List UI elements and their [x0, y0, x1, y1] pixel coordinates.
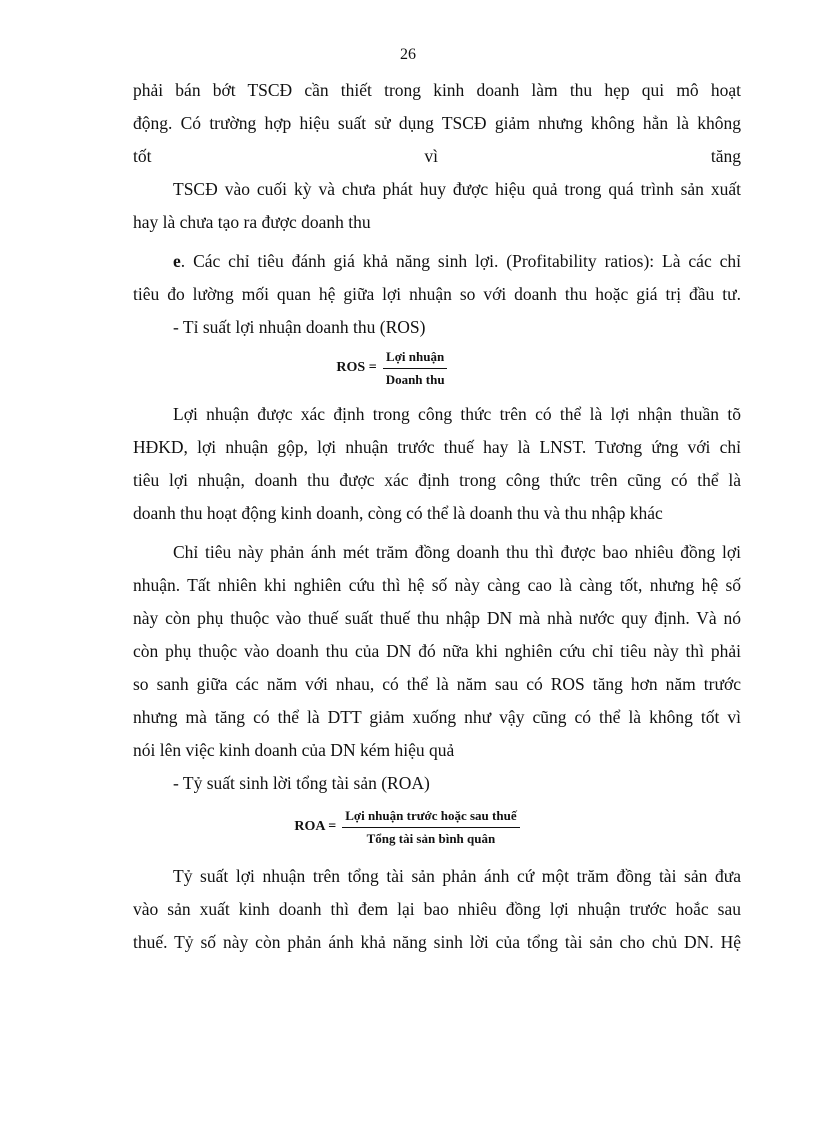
- text-line: còn phụ thuộc vào doanh thu của DN đó nữa khi nghiên cứu chỉ tiêu này thì phải: [133, 641, 741, 661]
- text-word: tăng: [710, 146, 741, 166]
- roa-heading: - Tỷ suất sinh lời tổng tài sản (ROA): [173, 773, 430, 793]
- text-line: doanh thu hoạt động kinh doanh, còng có thể là doanh thu và thu nhập khác: [133, 503, 663, 523]
- text-line: thuế. Tỷ số này còn phản ánh khả năng sinh lời của tổng tài sản cho chủ DN. Hệ: [133, 932, 741, 952]
- section-letter: e: [173, 251, 181, 271]
- section-heading-line: [133, 245, 741, 278]
- text-line: vào sản xuất kinh doanh thì đem lại bao nhiêu đồng lợi nhuận trước hoắc sau: [133, 899, 741, 919]
- ros-formula: [43, 344, 741, 392]
- text-line: nhưng mà tăng có thể là DTT giảm xuống như vậy cũng có thể là không tốt vì: [133, 707, 741, 727]
- ros-lhs: ROS =: [336, 360, 377, 375]
- page-number: 26: [400, 46, 416, 63]
- ros-denominator: Doanh thu: [385, 371, 445, 387]
- text-line: phải bán bớt TSCĐ cần thiết trong kinh doanh làm thu hẹp qui mô hoạt: [133, 80, 741, 100]
- text-line: hay là chưa tạo ra được doanh thu: [133, 212, 371, 232]
- text-line: TSCĐ vào cuối kỳ và chưa phát huy được hiệu quả trong quá trình sản xuất: [173, 179, 741, 199]
- text-word: tốt: [133, 146, 152, 166]
- roa-fraction: [342, 808, 519, 847]
- text-line: so sanh giữa các năm với nhau, có thể là năm sau có ROS tăng hơn năm trước: [133, 674, 741, 694]
- text-line: nói lên việc kinh doanh của DN kém hiệu quả: [133, 740, 455, 760]
- ros-fraction: [383, 349, 448, 388]
- text-line: nhuận. Tất nhiên khi nghiên cứu thì hệ số này càng cao là càng tốt, nhưng hệ số: [133, 575, 741, 595]
- roa-numerator: Lợi nhuận trước hoặc sau thuế: [342, 808, 519, 828]
- text-line: HĐKD, lợi nhuận gộp, lợi nhuận trước thuế hay là LNST. Tương ứng với chỉ: [133, 437, 741, 457]
- roa-lhs: ROA =: [294, 819, 337, 834]
- roa-formula: [73, 800, 741, 854]
- text-line: tiêu lợi nhuận, doanh thu được xác định trong công thức trên cũng có thể là: [133, 470, 741, 490]
- ros-numerator: Lợi nhuận: [383, 349, 447, 369]
- text-word: vì: [424, 146, 438, 166]
- section-heading-text: . Các chỉ tiêu đánh giá khả năng sinh lợi. (Profitability ratios): Là các chỉ: [180, 251, 741, 271]
- text-line: động. Có trường hợp hiệu suất sử dụng TSCĐ giảm nhưng không hẳn là không: [133, 113, 741, 133]
- text-line: Lợi nhuận được xác định trong công thức trên có thể là lợi nhận thuần tõ: [173, 404, 741, 424]
- text-line: này còn phụ thuộc vào thuế suất thuế thu nhập DN mà nhà nước quy định. Và nó: [133, 608, 741, 628]
- text-line: Chỉ tiêu này phản ánh mét trăm đồng doanh thu thì được bao nhiêu đồng lợi: [173, 542, 741, 562]
- ros-heading: - Tỉ suất lợi nhuận doanh thu (ROS): [173, 317, 426, 337]
- text-line-spread: [133, 140, 741, 173]
- text-line: Tỷ suất lợi nhuận trên tổng tài sản phản ánh cứ một trăm đồng tài sản đưa: [173, 866, 741, 886]
- page-content: [133, 74, 741, 959]
- roa-denominator: Tổng tài sản bình quân: [366, 830, 496, 846]
- text-line: tiêu đo lường mối quan hệ giữa lợi nhuận so với doanh thu hoặc giá trị đầu tư.: [133, 284, 741, 304]
